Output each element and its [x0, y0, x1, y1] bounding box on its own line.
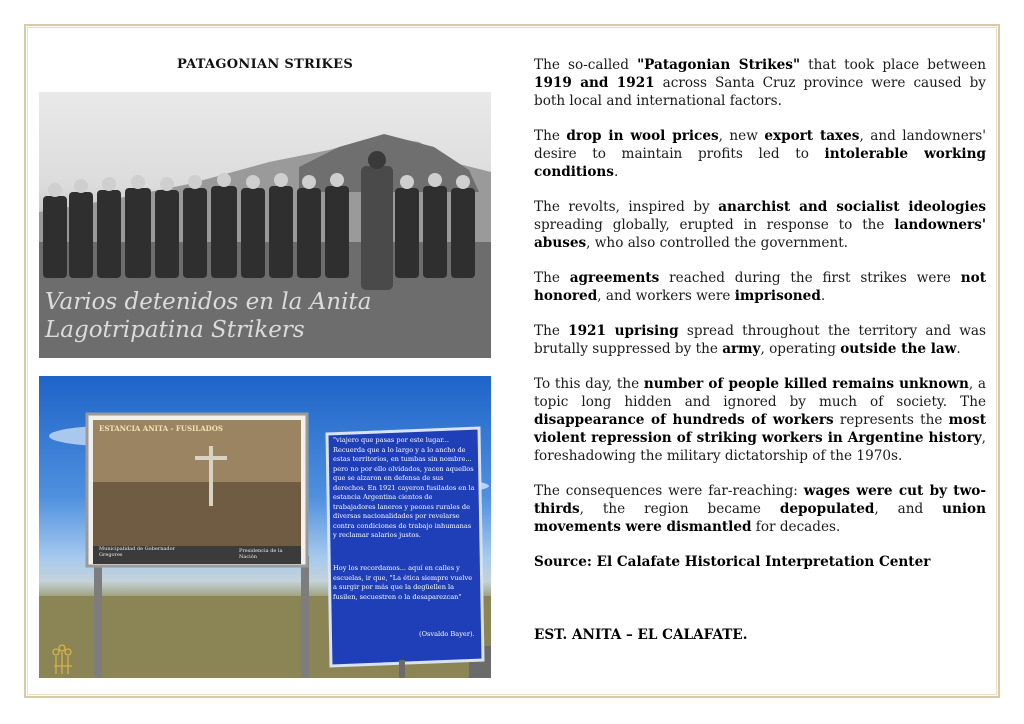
- bold-run: not honored: [534, 270, 986, 304]
- bold-run: number of people killed remains unknown: [643, 376, 969, 392]
- bold-run: agreements: [569, 270, 660, 286]
- historic-photo: [39, 92, 491, 358]
- bold-run: outside the law: [840, 341, 957, 357]
- bold-run: "Patagonian Strikes": [637, 57, 801, 73]
- text-run: , and: [874, 501, 943, 517]
- sign-right-text-2: Hoy los recordamos... aquí en calles y escuelas, ir que, "La ética siempre vuelve a surgir por más que la degüellen la fusilen, secuestren o la desaparezcan": [333, 564, 473, 601]
- text-run: .: [956, 341, 961, 357]
- paragraph: [534, 375, 986, 465]
- text-run: .: [613, 164, 619, 180]
- bold-run: drop in wool prices: [566, 128, 719, 144]
- paragraph: [534, 56, 986, 110]
- text-run: , a topic long hidden and ignored by much of society. The: [534, 376, 986, 410]
- bold-run: depopulated: [779, 501, 875, 517]
- text-run: The: [534, 128, 567, 144]
- decorative-logo-icon: [52, 644, 76, 676]
- bold-run: landowners' abuses: [534, 217, 986, 251]
- text-run: spread throughout the territory and was brutally suppressed by the: [534, 323, 986, 357]
- text-run: The: [534, 270, 570, 286]
- text-run: , who also controlled the government.: [586, 235, 849, 251]
- footer-location: EST. ANITA – EL CALAFATE.: [534, 627, 748, 643]
- text-run: , and workers were: [597, 288, 735, 304]
- text-run: reached during the first strikes were: [659, 270, 961, 286]
- sign-right-author: (Osvaldo Bayer).: [419, 630, 475, 638]
- article-body: [534, 56, 986, 588]
- text-run: , operating: [760, 341, 841, 357]
- sign-right-text: "viajero que pasas por este lugar... Recuerda que a lo largo y a lo ancho de estas territorios, en tumbas sin nombre... pero no por ello olvidados, yacen aquellos que se alzaron en defensa de sus derechos. En 1921 cayeron fusilados en la estancia Argentina cientos de trabajadores laneros y peones rurales de diversas nacionalidades por revelarse contra condiciones de trabajo inhumanas y reclamar salarios justos.: [333, 436, 475, 539]
- memorial-signs-photo: [39, 376, 491, 678]
- text-run: , foreshadowing the military dictatorship of the 1970s.: [534, 430, 986, 464]
- bold-run: imprisoned: [734, 288, 821, 304]
- text-run: The revolts, inspired by: [534, 199, 719, 215]
- paragraph: [534, 127, 986, 181]
- bold-run: army: [722, 341, 761, 357]
- text-run: .: [820, 288, 826, 304]
- text-run: across Santa Cruz province were caused by both local and international factors.: [534, 75, 986, 109]
- paragraph: [534, 482, 986, 536]
- paragraph: [534, 198, 986, 252]
- bold-run: 1919 and 1921: [534, 75, 655, 91]
- sign-left-header: ESTANCIA ANITA - FUSILADOS: [99, 424, 223, 433]
- source-line: Source: El Calafate Historical Interpretation Center: [534, 554, 931, 570]
- sign-left-footer-left: Municipalidad de Gobernador Gregores: [99, 546, 176, 558]
- text-run: , the region became: [579, 501, 780, 517]
- text-run: , and landowners' desire to maintain profits led to: [534, 128, 986, 162]
- bold-run: disappearance of hundreds of workers: [534, 412, 834, 428]
- text-run: spreading globally, erupted in response to the: [534, 217, 895, 233]
- text-run: To this day, the: [534, 376, 644, 392]
- text-run: The consequences were far-reaching:: [534, 483, 804, 499]
- text-run: that took place between: [800, 57, 987, 73]
- text-run: , new: [718, 128, 765, 144]
- bold-run: anarchist and socialist ideologies: [718, 199, 986, 215]
- paragraph: [534, 322, 986, 358]
- bold-run: intolerable working conditions: [534, 146, 986, 180]
- bold-run: most violent repression of striking workers in Argentine history: [534, 412, 986, 446]
- text-run: represents the: [833, 412, 949, 428]
- paragraph: [534, 269, 986, 305]
- text-run: The so-called: [534, 57, 638, 73]
- sign-left-footer-right: Presidencia de la Nación: [239, 548, 283, 560]
- historic-photo-caption: Varios detenidos en la Anita Lagotripatina Strikers: [45, 289, 372, 343]
- text-run: The: [534, 323, 569, 339]
- text-run: for decades.: [751, 519, 841, 535]
- bold-run: 1921 uprising: [568, 323, 679, 339]
- bold-run: export taxes: [764, 128, 860, 144]
- bold-run: wages were cut by two-thirds: [534, 483, 986, 517]
- page-title: PATAGONIAN STRIKES: [176, 57, 354, 72]
- bold-run: union movements were dismantled: [534, 501, 986, 535]
